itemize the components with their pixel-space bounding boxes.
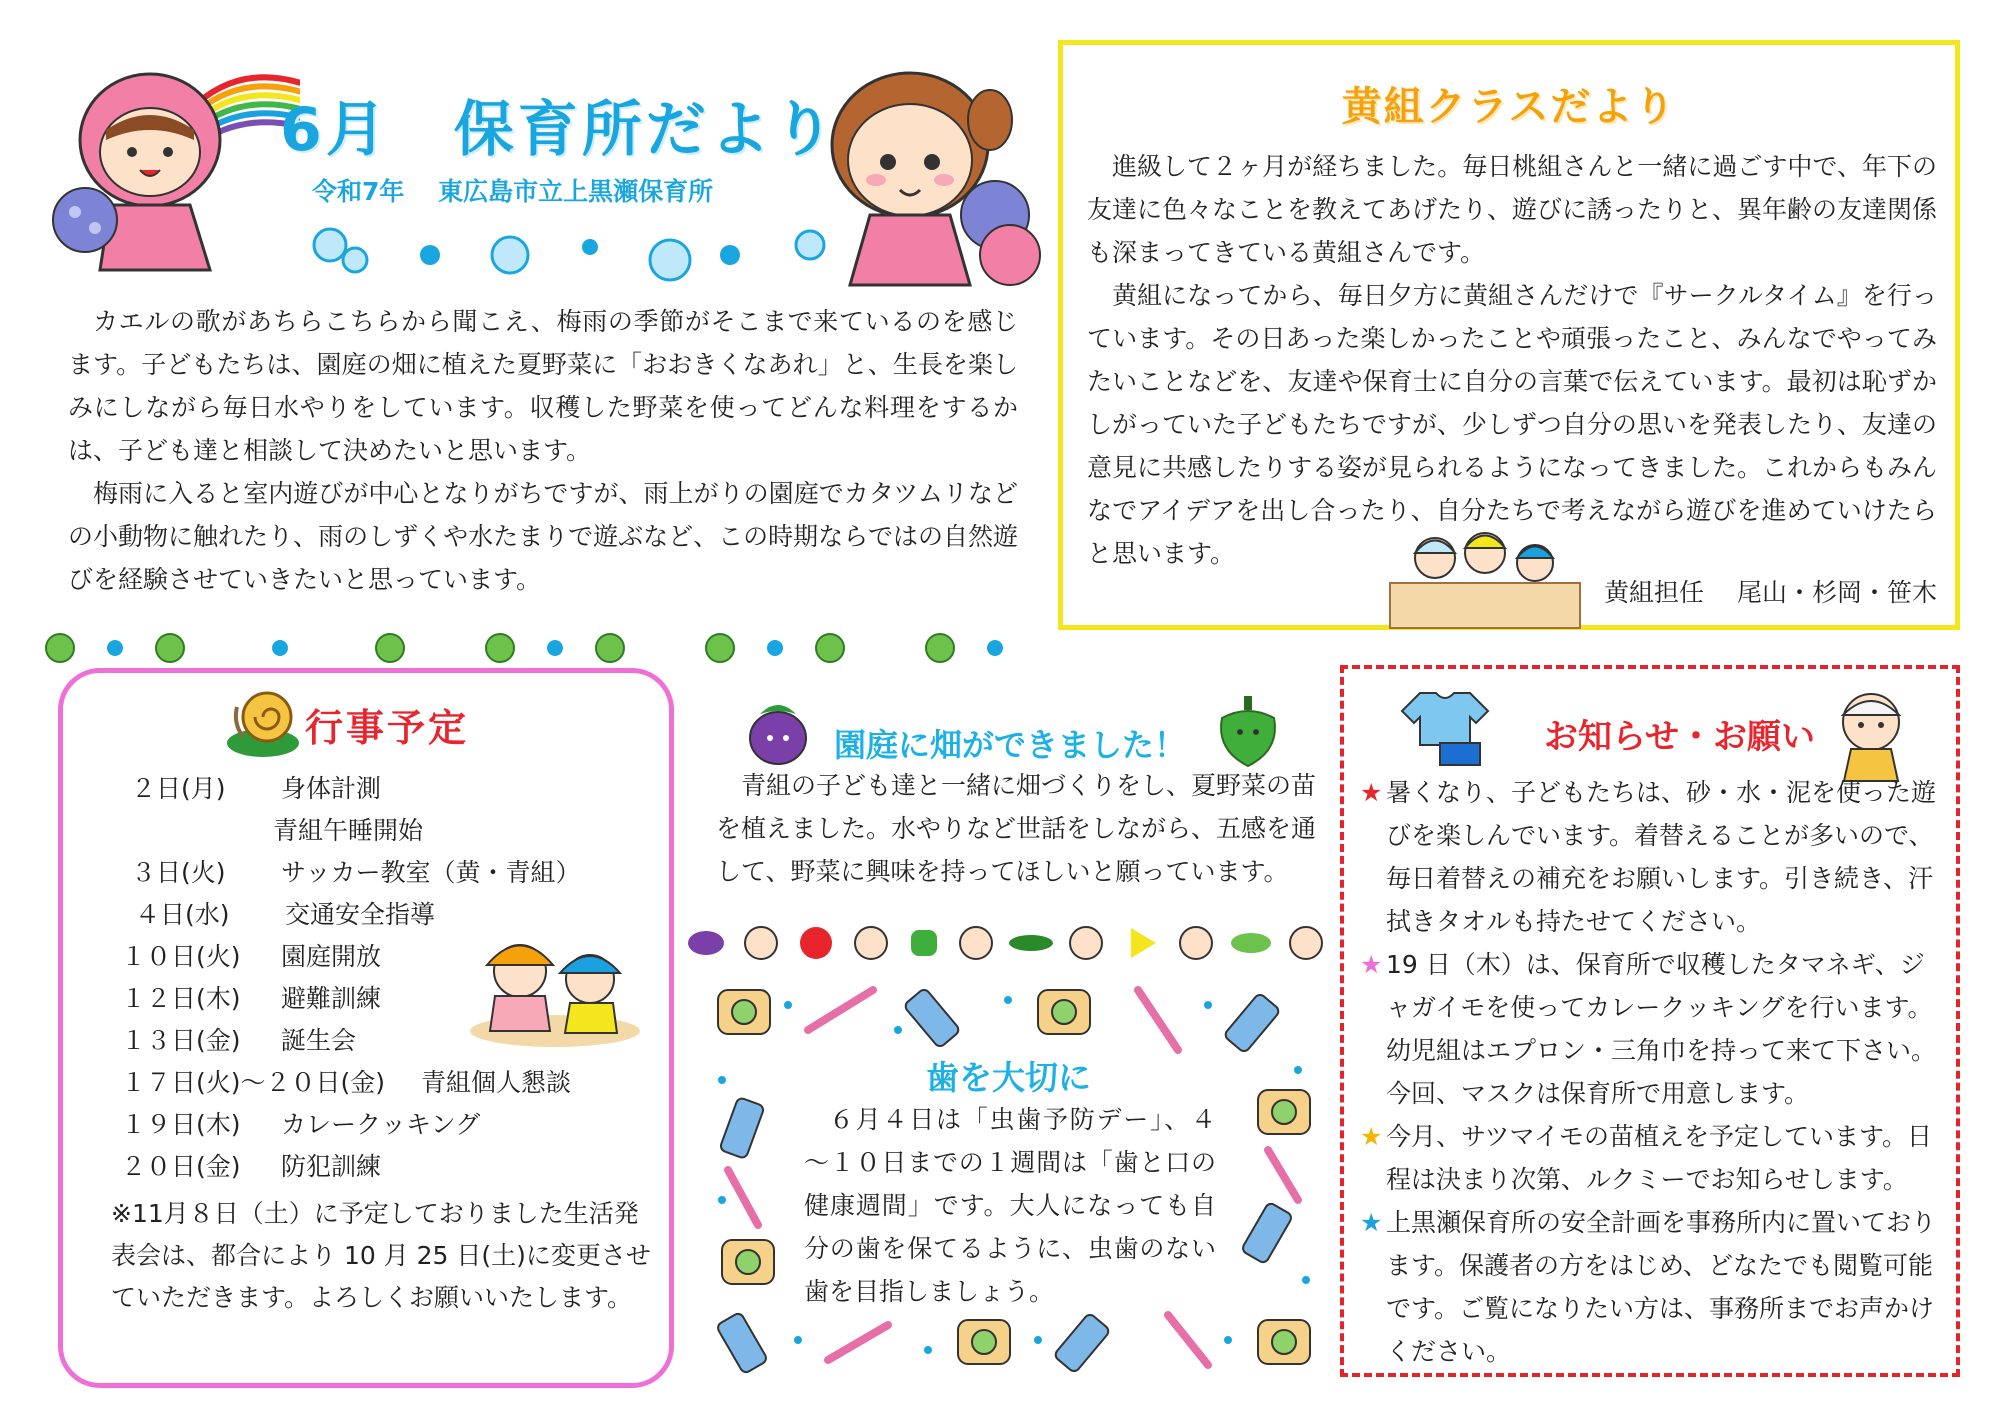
star-icon: ★ [1360, 1122, 1383, 1151]
garden-title: 園庭に畑ができました！ [834, 726, 1187, 764]
notice-item [1360, 1201, 1938, 1373]
children-harvest-icon [465, 921, 645, 1051]
yellow-class-paragraph: 黄組になってから、毎日夕方に黄組さんだけで『サークルタイム』を行っています。その日あった楽しかったことや頑張ったこと、みんなでやってみたいことなどを、友達や保育士に自分の言葉で伝えています。最初は恥ずかしがっていた子どもたちですが、少しずつ自分の思いを発表したり、友達の意見に共感したりする姿が見られるようになってきました。これからもみんなでアイデアを出し合ったり、自分たちで考えながら遊びを進めていけたらと思います。 [1087, 281, 1938, 568]
star-icon: ★ [1360, 950, 1383, 979]
notice-text: 19 日（木）は、保育所で収穫したタマネギ、ジャガイモを使ってカレークッキングを行います。幼児組はエプロン・三角巾を持って来て下さい。今回、マスクは保育所で用意します。 [1386, 950, 1937, 1108]
water-bubbles-icon [310, 225, 830, 285]
star-icon: ★ [1360, 778, 1383, 807]
event-name: 交通安全指導 [285, 900, 436, 929]
event-name: 避難訓練 [281, 984, 382, 1013]
children-crafting-icon [1385, 523, 1585, 633]
teeth-body [804, 1098, 1216, 1313]
event-name: 身体計測 [281, 774, 382, 803]
events-note: ※11月８日（土）に予定しておりました生活発表会は、都合により 10 月 25 日(土)に変更させていただきます。よろしくお願いいたします。 [111, 1199, 651, 1312]
notice-item [1360, 943, 1938, 1115]
yellow-class-paragraph: 進級して２ヶ月が経ちました。毎日桃組さんと一緒に過ごす中で、年下の友達に色々なことを教えてあげたり、遊びに誘ったりと、異年齢の友達関係も深まってきている黄組さんです。 [1087, 152, 1938, 267]
teeth-title: 歯を大切に [926, 1058, 1091, 1097]
girl-raincoat-icon [40, 40, 300, 280]
tshirt-icon [1400, 687, 1490, 767]
page-subtitle: 令和7年 東広島市立上黒瀬保育所 [312, 177, 714, 206]
notice-text: 今月、サツマイモの苗植えを予定しています。日程は決まり次第、ルクミーでお知らせします。 [1386, 1122, 1933, 1194]
event-name: サッカー教室（黄・青組） [281, 858, 581, 887]
notice-text: 暑くなり、子どもたちは、砂・水・泥を使った遊びを楽しんでいます。着替えることが多いので、毎日着替えの補充をお願いします。引き続き、汗拭きタオルも持たせてください。 [1386, 778, 1937, 936]
pepper-icon [1208, 690, 1288, 770]
event-name: 青組午睡開始 [273, 816, 424, 845]
vegetable-faces-border-icon [686, 918, 1336, 968]
event-name: 青組個人懇談 [421, 1068, 572, 1097]
notice-item [1360, 771, 1938, 943]
intro-text [68, 300, 1018, 601]
event-name: 園庭開放 [281, 942, 382, 971]
notice-section [1340, 665, 1960, 1377]
frog-border-icon [40, 628, 1030, 668]
event-date: ２日(月) [131, 774, 226, 803]
event-date: １９日(木) [121, 1110, 241, 1139]
yellow-class-section [1058, 40, 1960, 630]
page-title: 6月 保育所だより [280, 95, 838, 165]
snail-icon [223, 683, 301, 759]
teeth-paragraph: ６月４日は「虫歯予防デー」、４～１０日までの１週間は「歯と口の健康週間」です。大人になっても自分の歯を保てるように、虫歯のない歯を目指しましょう。 [804, 1105, 1216, 1306]
event-name: 防犯訓練 [281, 1152, 382, 1181]
events-section [58, 668, 674, 1388]
notice-text: 上黒瀬保育所の安全計画を事務所内に置いております。保護者の方をはじめ、どなたでも閲覧可能です。ご覧になりたい方は、事務所までお声かけください。 [1386, 1208, 1937, 1366]
yellow-class-signature: 黄組担任 尾山・杉岡・笹木 [1604, 578, 1937, 607]
notice-title: お知らせ・お願い [1544, 717, 1815, 757]
event-date: １７日(火)～２０日(金) [121, 1068, 386, 1097]
notice-item [1360, 1115, 1938, 1201]
event-date: １２日(木) [121, 984, 241, 1013]
event-name: カレークッキング [281, 1110, 481, 1139]
event-date: １３日(金) [121, 1026, 241, 1055]
intro-paragraph: カエルの歌があちらこちらから聞こえ、梅雨の季節がそこまで来ているのを感じます。子どもたちは、園庭の畑に植えた夏野菜に「おおきくなあれ」と、生長を楽しみにしながら毎日水やりをしています。収穫した野菜を使ってどんな料理をするかは、子ども達と相談して決めたいと思います。 [68, 307, 1018, 465]
yellow-class-title: 黄組クラスだより [1341, 84, 1677, 130]
garden-paragraph: 青組の子ども達と一緒に畑づくりをし、夏野菜の苗を植えました。水やりなど世話をしながら、五感を通して、野菜に興味を持ってほしいと願っています。 [716, 771, 1317, 886]
yellow-class-body [1087, 145, 1937, 575]
garden-body [716, 764, 1316, 893]
event-name: 誕生会 [281, 1026, 357, 1055]
event-date: ３日(火) [131, 858, 226, 887]
star-icon: ★ [1360, 1208, 1383, 1237]
eggplant-icon [738, 690, 818, 770]
intro-paragraph: 梅雨に入ると室内遊びが中心となりがちですが、雨上がりの園庭でカタツムリなどの小動物に触れたり、雨のしずくや水たまりで遊ぶなど、この時期ならではの自然遊びを経験させていきたいと思っています。 [68, 479, 1018, 594]
event-date: ４日(水) [135, 900, 230, 929]
event-date: １０日(火) [121, 942, 241, 971]
events-title: 行事予定 [305, 706, 470, 750]
event-date: ２０日(金) [121, 1152, 241, 1181]
